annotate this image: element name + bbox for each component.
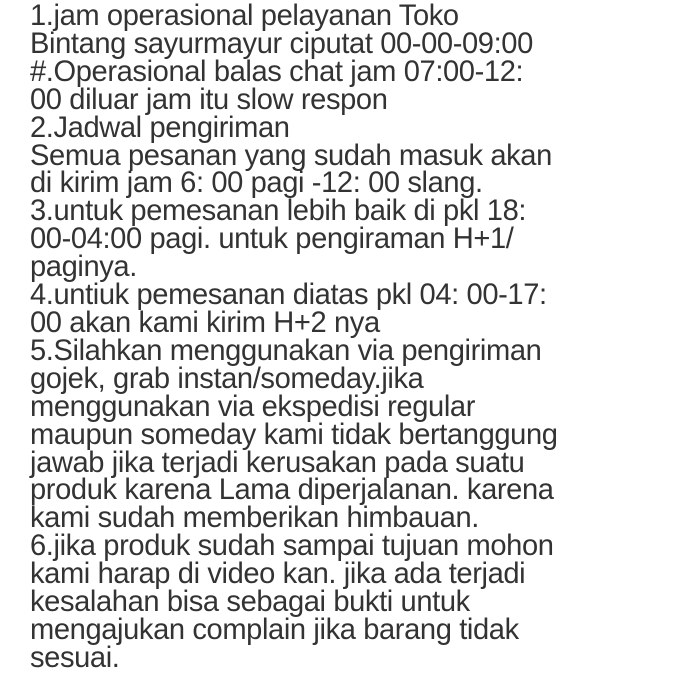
text-line: #.Operasional balas chat jam 07:00-12: <box>30 54 524 88</box>
text-line: kami sudah memberikan himbauan. <box>30 501 479 535</box>
text-line: 00 akan kami kirim H+2 nya <box>30 305 380 339</box>
text-line: 00 diluar jam itu slow respon <box>30 82 388 116</box>
text-line: kesalahan bisa sebagai bukti untuk <box>30 585 470 619</box>
text-line: 4.untiuk pemesanan diatas pkl 04: 00-17: <box>30 278 547 312</box>
text-line: kami harap di video kan. jika ada terjadi <box>30 557 526 591</box>
text-line: Bintang sayurmayur ciputat 00-00-09:00 <box>30 26 533 60</box>
text-line: 2.Jadwal pengiriman <box>30 110 290 144</box>
text-line: 6.jika produk sudah sampai tujuan mohon <box>30 529 554 563</box>
text-line: jawab jika terjadi kerusakan pada suatu <box>30 445 525 479</box>
text-line: maupun someday kami tidak bertanggung <box>30 417 558 451</box>
text-line: 00-04:00 pagi. untuk pengiraman H+1/ <box>30 222 514 256</box>
text-line: 3.untuk pemesanan lebih baik di pkl 18: <box>30 194 527 228</box>
text-line: di kirim jam 6: 00 pagi -12: 00 slang. <box>30 166 483 200</box>
text-line: 1.jam operasional pelayanan Toko <box>30 0 459 32</box>
text-line: gojek, grab instan/someday.jika <box>30 361 424 395</box>
text-line: sesuai. <box>30 640 120 674</box>
text-line: mengajukan complain jika barang tidak <box>30 612 519 646</box>
document-text <box>30 2 700 672</box>
text-line: menggunakan via ekspedisi regular <box>30 389 476 423</box>
text-line: 5.Silahkan menggunakan via pengiriman <box>30 333 542 367</box>
text-line: Semua pesanan yang sudah masuk akan <box>30 138 552 172</box>
text-line: produk karena Lama diperjalanan. karena <box>30 473 554 507</box>
text-line: paginya. <box>30 250 137 284</box>
